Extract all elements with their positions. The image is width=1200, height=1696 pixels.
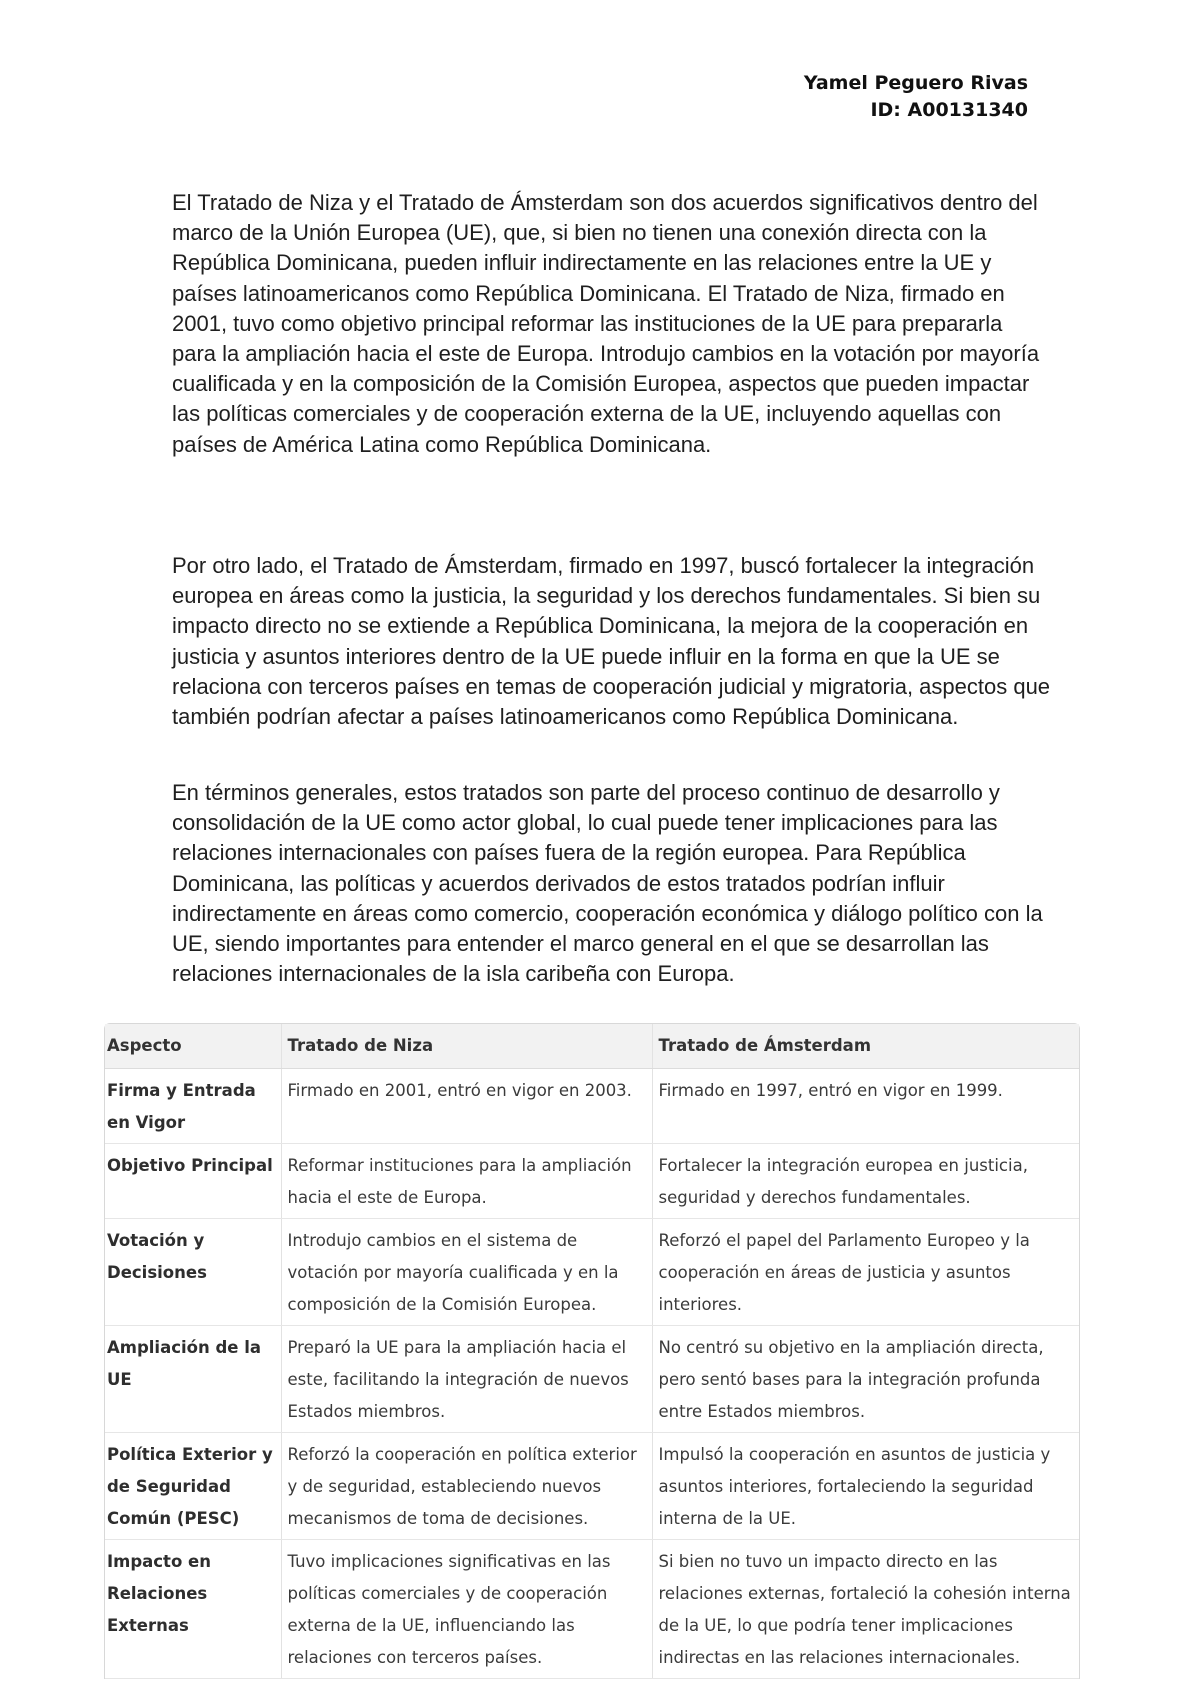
table-header-row: [105, 1024, 1079, 1069]
row-amsterdam: Si bien no tuvo un impacto directo en las relaciones externas, fortaleció la cohesión interna de la UE, lo que podría tener implicaciones indirectas en las relaciones internacionales.: [652, 1540, 1079, 1679]
student-id: ID: A00131340: [870, 99, 1028, 121]
table-row: [105, 1326, 1079, 1433]
row-niza: Introdujo cambios en el sistema de votación por mayoría cualificada y en la composición de la Comisión Europea.: [281, 1219, 652, 1326]
paragraph-1: [172, 188, 1052, 460]
paragraph-text: Por otro lado, el Tratado de Ámsterdam, firmado en 1997, buscó fortalecer la integración europea en áreas como la justicia, la seguridad y los derechos fundamentales. Si bien su impacto directo no se extiende a República Dominicana, la mejora de la cooperación en justicia y asuntos interiores dentro de la UE puede influir en la forma en que la UE se relaciona con terceros países en temas de cooperación judicial y migratoria, aspectos que también podrían afectar a países latinoamericanos como República Dominicana.: [172, 553, 1051, 730]
comparison-table: [104, 1023, 1080, 1679]
row-amsterdam: No centró su objetivo en la ampliación directa, pero sentó bases para la integración profunda entre Estados miembros.: [652, 1326, 1079, 1433]
header-niza: Tratado de Niza: [281, 1024, 652, 1069]
header-amsterdam: Tratado de Ámsterdam: [652, 1024, 1079, 1069]
row-niza: Reforzó la cooperación en política exterior y de seguridad, estableciendo nuevos mecanismos de toma de decisiones.: [281, 1433, 652, 1540]
table-row: [105, 1540, 1079, 1679]
document-header: [804, 70, 1028, 124]
author-name: Yamel Peguero Rivas: [803, 72, 1028, 94]
row-niza: Preparó la UE para la ampliación hacia el este, facilitando la integración de nuevos Estados miembros.: [281, 1326, 652, 1433]
row-amsterdam: Firmado en 1997, entró en vigor en 1999.: [652, 1069, 1079, 1144]
row-niza: Reformar instituciones para la ampliación hacia el este de Europa.: [281, 1144, 652, 1219]
paragraph-text: El Tratado de Niza y el Tratado de Ámsterdam son dos acuerdos significativos dentro del marco de la Unión Europea (UE), que, si bien no tienen una conexión directa con la República Dominicana, pueden influir indirectamente en las relaciones entre la UE y países latinoamericanos como República Dominicana. El Tratado de Niza, firmado en 2001, tuvo como objetivo principal reformar las instituciones de la UE para prepararla para la ampliación hacia el este de Europa. Introdujo cambios en la votación por mayoría cualificada y en la composición de la Comisión Europea, aspectos que pueden impactar las políticas comerciales y de cooperación externa de la UE, incluyendo aquellas con países de América Latina como República Dominicana.: [172, 190, 1040, 457]
row-aspect: Objetivo Principal: [105, 1144, 281, 1219]
row-niza: Firmado en 2001, entró en vigor en 2003.: [281, 1069, 652, 1144]
row-aspect: Votación y Decisiones: [105, 1219, 281, 1326]
row-niza: Tuvo implicaciones significativas en las políticas comerciales y de cooperación externa de la UE, influenciando las relaciones con terceros países.: [281, 1540, 652, 1679]
table-row: [105, 1219, 1079, 1326]
table-row: [105, 1144, 1079, 1219]
header-aspect: Aspecto: [105, 1024, 281, 1069]
row-aspect: Política Exterior y de Seguridad Común (PESC): [105, 1433, 281, 1540]
table-row: [105, 1069, 1079, 1144]
row-aspect: Impacto en Relaciones Externas: [105, 1540, 281, 1679]
row-amsterdam: Impulsó la cooperación en asuntos de justicia y asuntos interiores, fortaleciendo la seguridad interna de la UE.: [652, 1433, 1079, 1540]
row-amsterdam: Fortalecer la integración europea en justicia, seguridad y derechos fundamentales.: [652, 1144, 1079, 1219]
paragraph-3: [172, 778, 1052, 989]
paragraph-2: [172, 551, 1052, 732]
row-aspect: Ampliación de la UE: [105, 1326, 281, 1433]
paragraph-text: En términos generales, estos tratados son parte del proceso continuo de desarrollo y consolidación de la UE como actor global, lo cual puede tener implicaciones para las relaciones internacionales con países fuera de la región europea. Para República Dominicana, las políticas y acuerdos derivados de estos tratados podrían influir indirectamente en áreas como comercio, cooperación económica y diálogo político con la UE, siendo importantes para entender el marco general en el que se desarrollan las relaciones internacionales de la isla caribeña con Europa.: [172, 780, 1043, 987]
row-aspect: Firma y Entrada en Vigor: [105, 1069, 281, 1144]
row-amsterdam: Reforzó el papel del Parlamento Europeo y la cooperación en áreas de justicia y asuntos interiores.: [652, 1219, 1079, 1326]
table-row: [105, 1433, 1079, 1540]
